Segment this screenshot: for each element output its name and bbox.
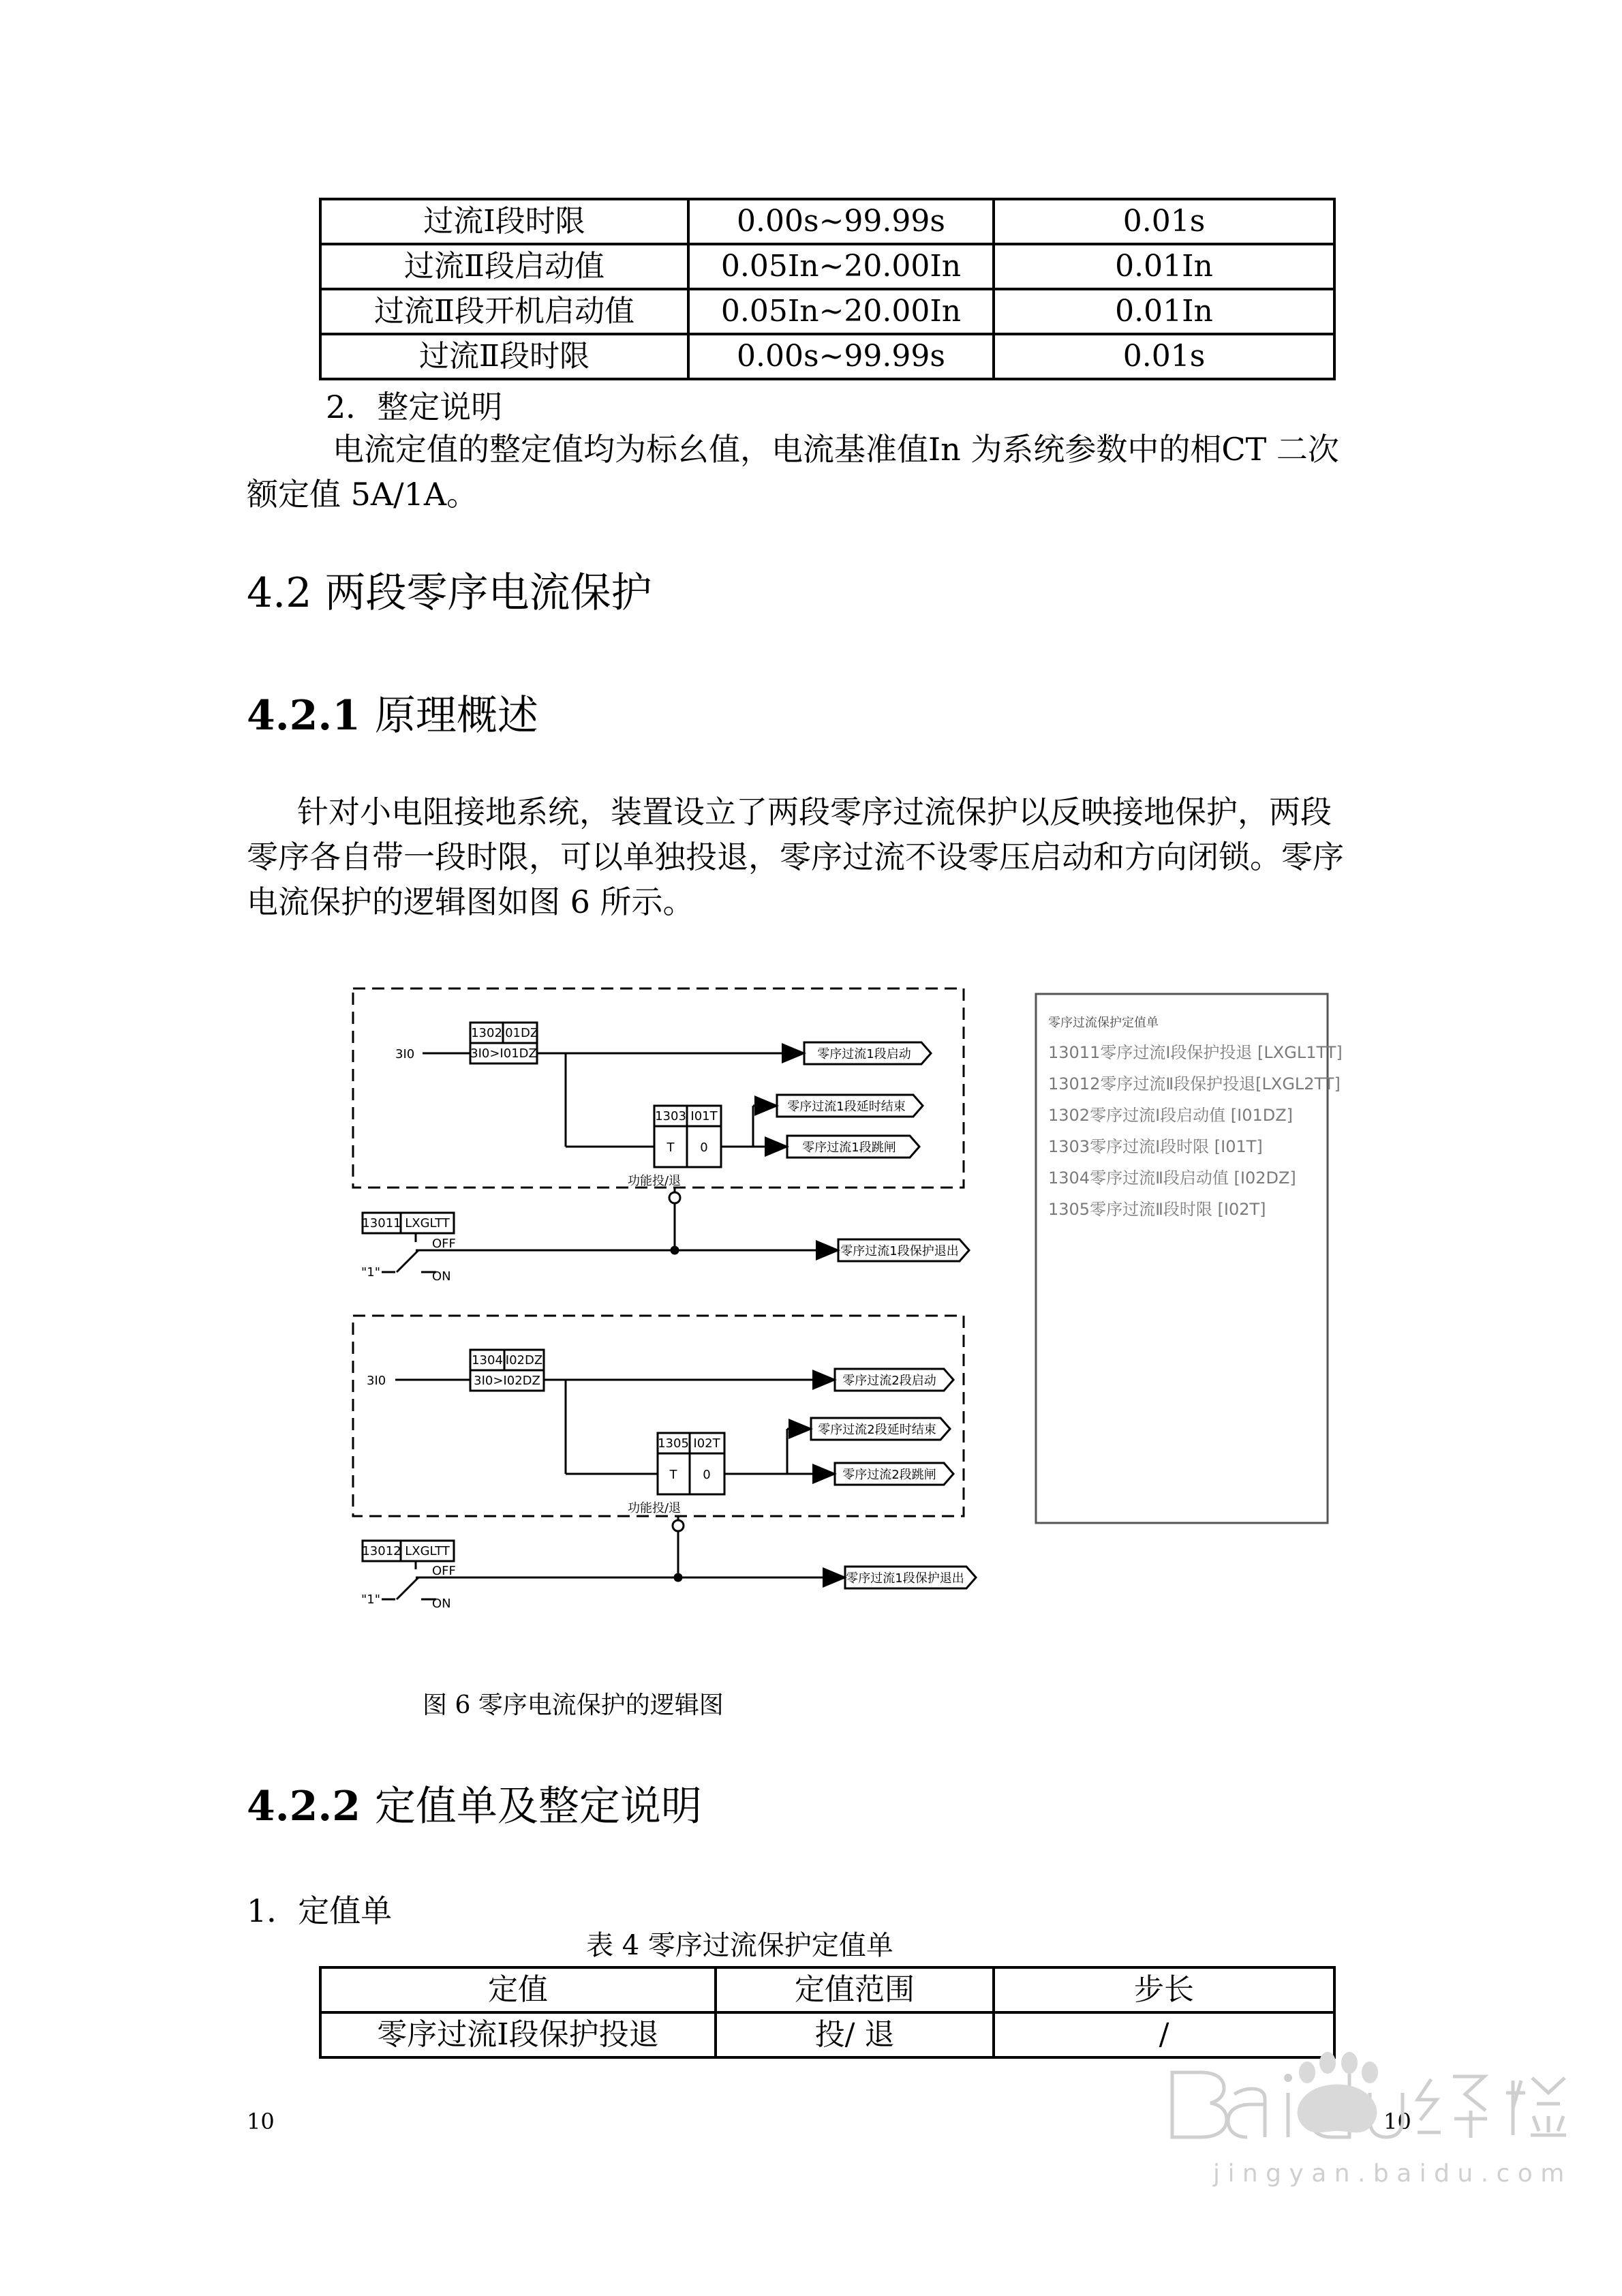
page-number-left: 10: [247, 2109, 275, 2134]
stage2-input-label: 3I0: [367, 1374, 386, 1388]
body-paragraph-line: 电流保护的逻辑图如图 6 所示。: [247, 883, 694, 920]
stage1-switch-name: LXGLTT: [405, 1216, 450, 1230]
stage1-function-label: 功能投/退: [627, 1174, 682, 1188]
stage2-switch-code: 13012: [362, 1544, 401, 1558]
page-number-right: 10: [1383, 2109, 1411, 2134]
table-cell: 过流Ⅱ段时限: [320, 334, 688, 379]
table-cell: 0.01s: [994, 334, 1334, 379]
stage2-output-start-label: 零序过流2段启动: [842, 1374, 936, 1388]
stage2-output-trip-label: 零序过流2段跳闸: [842, 1468, 936, 1482]
section-number: 4.2.2: [247, 1783, 361, 1830]
table-cell: 过流Ⅰ段时限: [320, 199, 688, 244]
stage1-code-name: I01DZ: [501, 1026, 539, 1040]
baidu-watermark-logo: [1145, 2045, 1595, 2250]
settings-panel-frame: [1036, 994, 1328, 1523]
stage2-output-delay-end-label: 零序过流2段延时结束: [818, 1423, 936, 1437]
stage2-condition-label: 3I0>I02DZ: [474, 1374, 540, 1388]
stage1-code-number: 1302: [471, 1026, 502, 1040]
stage2-off-label: OFF: [432, 1564, 456, 1578]
settings-panel-item: 1303零序过流Ⅰ段时限 [I01T]: [1048, 1137, 1263, 1156]
table-header-cell: 定值范围: [716, 1967, 994, 2012]
table-cell: 0.01In: [994, 244, 1334, 289]
table-cell: 0.00s~99.99s: [688, 199, 994, 244]
stage2-logic-one: "1": [361, 1592, 381, 1607]
section-heading-4-2-2: [247, 1779, 702, 1834]
stage1-input-label: 3I0: [395, 1047, 415, 1061]
section-title: 原理概述: [374, 692, 538, 740]
table-header-cell: 定值: [320, 1967, 716, 2012]
body-paragraph-line: 零序各自带一段时限，可以单独投退，零序过流不设零压启动和方向闭锁。零序: [247, 839, 1344, 875]
stage1-switch-code: 13011: [362, 1216, 401, 1230]
stage1-off-label: OFF: [432, 1237, 456, 1251]
table-cell: 过流Ⅱ段开机启动值: [320, 289, 688, 334]
settings-panel-item: 1305零序过流Ⅱ段时限 [I02T]: [1048, 1200, 1266, 1219]
table-cell: /: [994, 2012, 1334, 2057]
stage1-timer-zero: 0: [700, 1141, 708, 1155]
table-cell: 0.01s: [994, 199, 1334, 244]
stage1-logic-one: "1": [361, 1265, 381, 1280]
stage1-output-trip-label: 零序过流1段跳闸: [802, 1141, 896, 1155]
note-paragraph-line: 电流定值的整定值均为标幺值，电流基准值In 为系统参数中的相CT 二次: [333, 431, 1339, 468]
section-number: 4.2.1: [247, 692, 361, 740]
stage1-output-start-label: 零序过流1段启动: [817, 1047, 911, 1061]
note-heading: 2．整定说明: [326, 389, 503, 425]
stage2-switch-name: LXGLTT: [405, 1544, 450, 1558]
stage1-timer-t: T: [667, 1141, 675, 1155]
settings-panel-item: 1302零序过流Ⅰ段启动值 [I01DZ]: [1048, 1106, 1294, 1125]
list-item: 1．定值单: [247, 1892, 393, 1929]
stage1-output-delay-end-label: 零序过流1段延时结束: [787, 1100, 906, 1114]
stage2-output-exit-label: 零序过流1段保护退出: [846, 1571, 964, 1586]
table-cell: 零序过流Ⅰ段保护投退: [320, 2012, 716, 2057]
svg-text:j i n g y a n . b a i d u . c: j i n g y a n . b a i d u . c o m: [1213, 2160, 1565, 2188]
table-cell: 0.05In~20.00In: [688, 289, 994, 334]
table-header-row: [320, 1967, 1334, 2012]
table-caption: 表 4 零序过流保护定值单: [586, 1930, 893, 1961]
stage2-function-label: 功能投/退: [627, 1501, 682, 1515]
stage2-code-number: 1304: [472, 1353, 503, 1368]
table-cell: 0.00s~99.99s: [688, 334, 994, 379]
settings-panel-item: 13011零序过流Ⅰ段保护投退 [LXGL1TT]: [1048, 1043, 1343, 1062]
body-paragraph-line: 针对小电阻接地系统，装置设立了两段零序过流保护以反映接地保护，两段: [297, 794, 1332, 830]
figure-caption: 图 6 零序电流保护的逻辑图: [423, 1691, 724, 1719]
stage2-timer-box: [658, 1453, 724, 1494]
table-cell: 投/ 退: [716, 2012, 994, 2057]
stage2-timer-t: T: [669, 1468, 677, 1482]
stage1-condition-label: 3I0>I01DZ: [470, 1046, 537, 1061]
settings-panel-item: 1304零序过流Ⅱ段启动值 [I02DZ]: [1048, 1168, 1296, 1188]
table-header-cell: 步长: [994, 1967, 1334, 2012]
stage1-on-label: ON: [432, 1269, 451, 1284]
table-cell: 0.05In~20.00In: [688, 244, 994, 289]
stage1-output-exit-label: 零序过流1段保护退出: [840, 1244, 959, 1258]
note-paragraph-line: 额定值 5A/1A。: [247, 476, 478, 513]
section-title: 定值单及整定说明: [374, 1783, 702, 1830]
stage2-on-label: ON: [432, 1597, 451, 1611]
section-heading-4-2: 4.2 两段零序电流保护: [247, 569, 652, 617]
table-cell: 0.01In: [994, 289, 1334, 334]
stage1-timer-name: I01T: [690, 1109, 718, 1123]
stage1-timer-code: 1303: [655, 1109, 686, 1123]
settings-panel-item: 13012零序过流Ⅱ段保护投退[LXGL2TT]: [1048, 1074, 1341, 1093]
stage2-code-name: I02DZ: [505, 1353, 543, 1368]
stage2-timer-code: 1305: [658, 1436, 689, 1451]
stage2-timer-name: I02T: [693, 1436, 720, 1451]
settings-panel-title: 零序过流保护定值单: [1048, 1016, 1159, 1030]
table-cell: 过流Ⅱ段启动值: [320, 244, 688, 289]
stage2-timer-zero: 0: [703, 1468, 711, 1482]
